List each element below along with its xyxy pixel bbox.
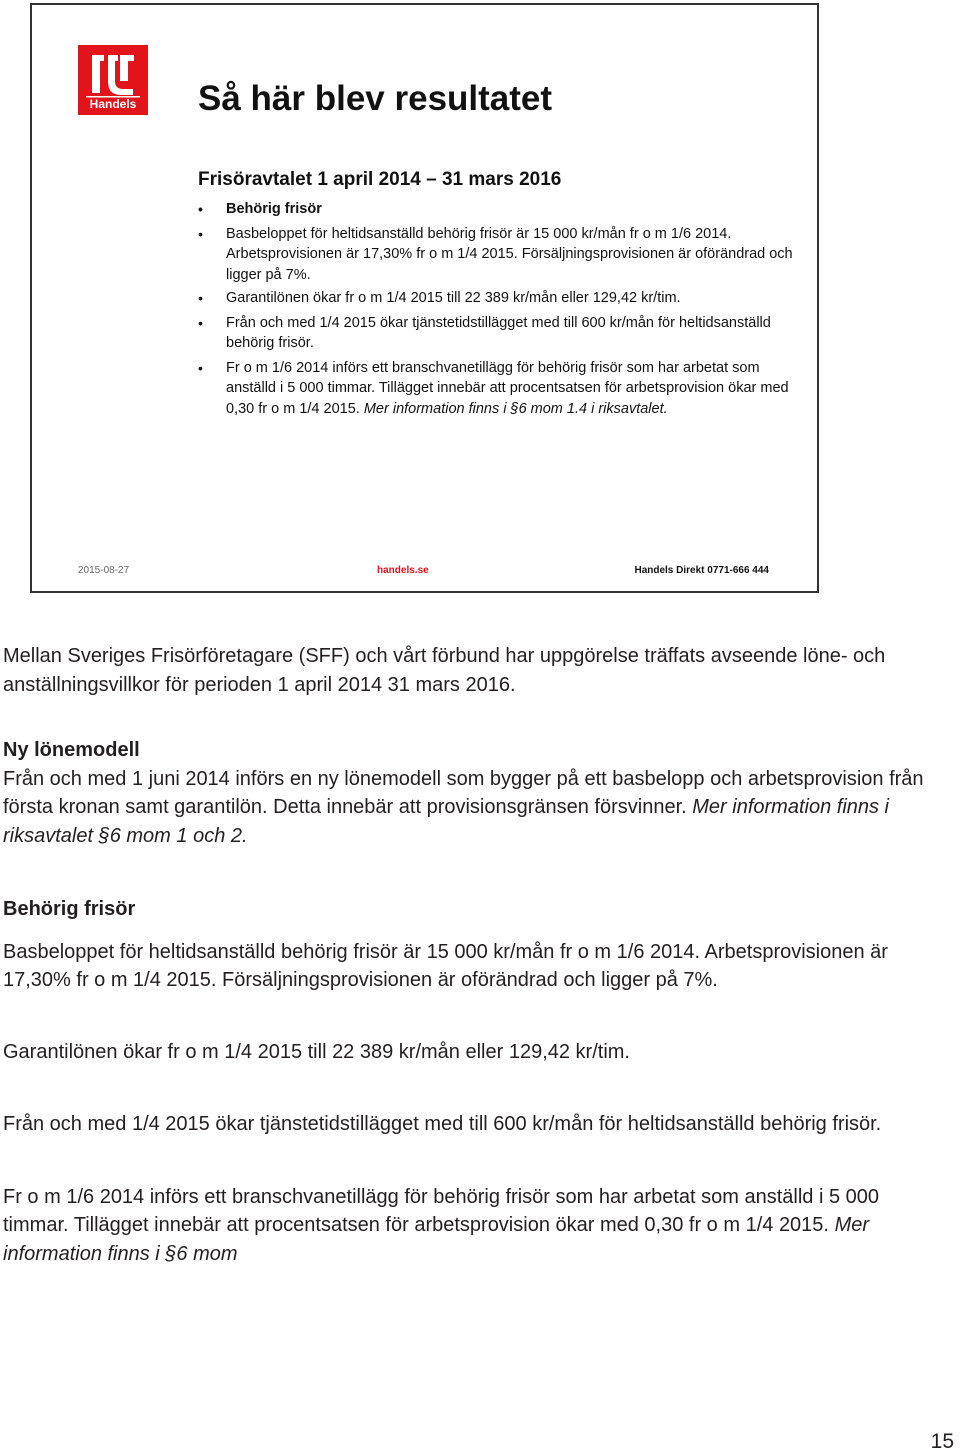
page-number: 15 — [930, 1430, 954, 1453]
slide-bullet-list — [198, 199, 798, 419]
slide-bullet: • Garantilönen ökar fr o m 1/4 2015 till 22 389 kr/mån eller 129,42 kr/tim. — [198, 288, 798, 309]
paragraph-emphasis: Mer information finns i §6 mom — [3, 1214, 870, 1265]
slide-bullet — [198, 358, 798, 420]
footer-site-link[interactable]: handels.se — [377, 565, 429, 576]
paragraph-tjanstetidstillagg: Från och med 1/4 2015 ökar tjänstetidstillägget med till 600 kr/mån för heltidsanställd behörig frisör. — [3, 1113, 882, 1135]
document-body — [3, 642, 933, 1268]
slide-footer — [78, 565, 769, 579]
logo-text: Handels — [89, 97, 137, 111]
intro-paragraph: Mellan Sveriges Frisörföretagare (SFF) och vårt förbund har uppgörelse träffats avseende löne- och anställningsvillkor för perioden 1 april 2014 31 mars 2016. — [3, 645, 886, 696]
paragraph-branschvanetillagg — [3, 1183, 933, 1269]
handels-logo — [78, 45, 148, 115]
footer-date: 2015-08-27 — [78, 565, 130, 576]
paragraph-behorig-frisor: Basbeloppet för heltidsanställd behörig frisör är 15 000 kr/mån fr o m 1/6 2014. Arbetsprovisionen är 17,30% fr o m 1/4 2015. Försäljningsprovisionen är oförändrad och ligger på 7%. — [3, 940, 888, 991]
slide-bullet: • Behörig frisör — [198, 199, 798, 220]
heading-behorig-frisor: Behörig frisör — [3, 898, 136, 920]
paragraph-garantilon: Garantilönen ökar fr o m 1/4 2015 till 22 389 kr/mån eller 129,42 kr/tim. — [3, 1040, 630, 1063]
slide-thumbnail — [30, 3, 819, 593]
footer-phone: Handels Direkt 0771-666 444 — [634, 565, 769, 576]
slide-bullet-emphasis: Mer information finns i §6 mom 1.4 i riksavtalet. — [363, 400, 668, 417]
slide-bullet: • Basbeloppet för heltidsanställd behörig frisör är 15 000 kr/mån fr o m 1/6 2014. Arbetsprovisionen är 17,30% fr o m 1/4 2015. Försäljningsprovisionen är oförändrad och ligger på 7%. — [198, 224, 798, 286]
slide-title: Så här blev resultatet — [198, 79, 553, 118]
paragraph-ny-lonemodell — [3, 765, 933, 851]
paragraph-text: Fr o m 1/6 2014 införs ett branschvanetillägg för behörig frisör som har arbetat som anställd i 5 000 timmar. Tillägget innebär att procentsatsen för arbetsprovision ökar med 0,30 fr o m 1/4 2015. — [3, 1185, 880, 1236]
slide-bullet-text: Fr o m 1/6 2014 införs ett branschvanetillägg för behörig frisör som har arbetat som anställd i 5 000 timmar. Tillägget innebär att procentsatsen för arbetsprovision ökar med 0,30 fr o m 1/4 2015. — [226, 359, 789, 417]
heading-ny-lonemodell: Ny lönemodell — [3, 739, 140, 761]
slide-bullet: • Från och med 1/4 2015 ökar tjänstetidstillägget med till 600 kr/mån för heltidsanställd behörig frisör. — [198, 313, 798, 354]
paragraph-emphasis: Mer information finns i riksavtalet §6 mom 1 och 2. — [3, 796, 890, 847]
paragraph-text: Från och med 1 juni 2014 införs en ny lönemodell som bygger på ett basbelopp och arbetsprovision från första kronan samt garantilön. Detta innebär att provisionsgränsen försvinner. — [3, 767, 924, 818]
slide-subtitle: Frisöravtalet 1 april 2014 – 31 mars 2016 — [198, 169, 562, 190]
